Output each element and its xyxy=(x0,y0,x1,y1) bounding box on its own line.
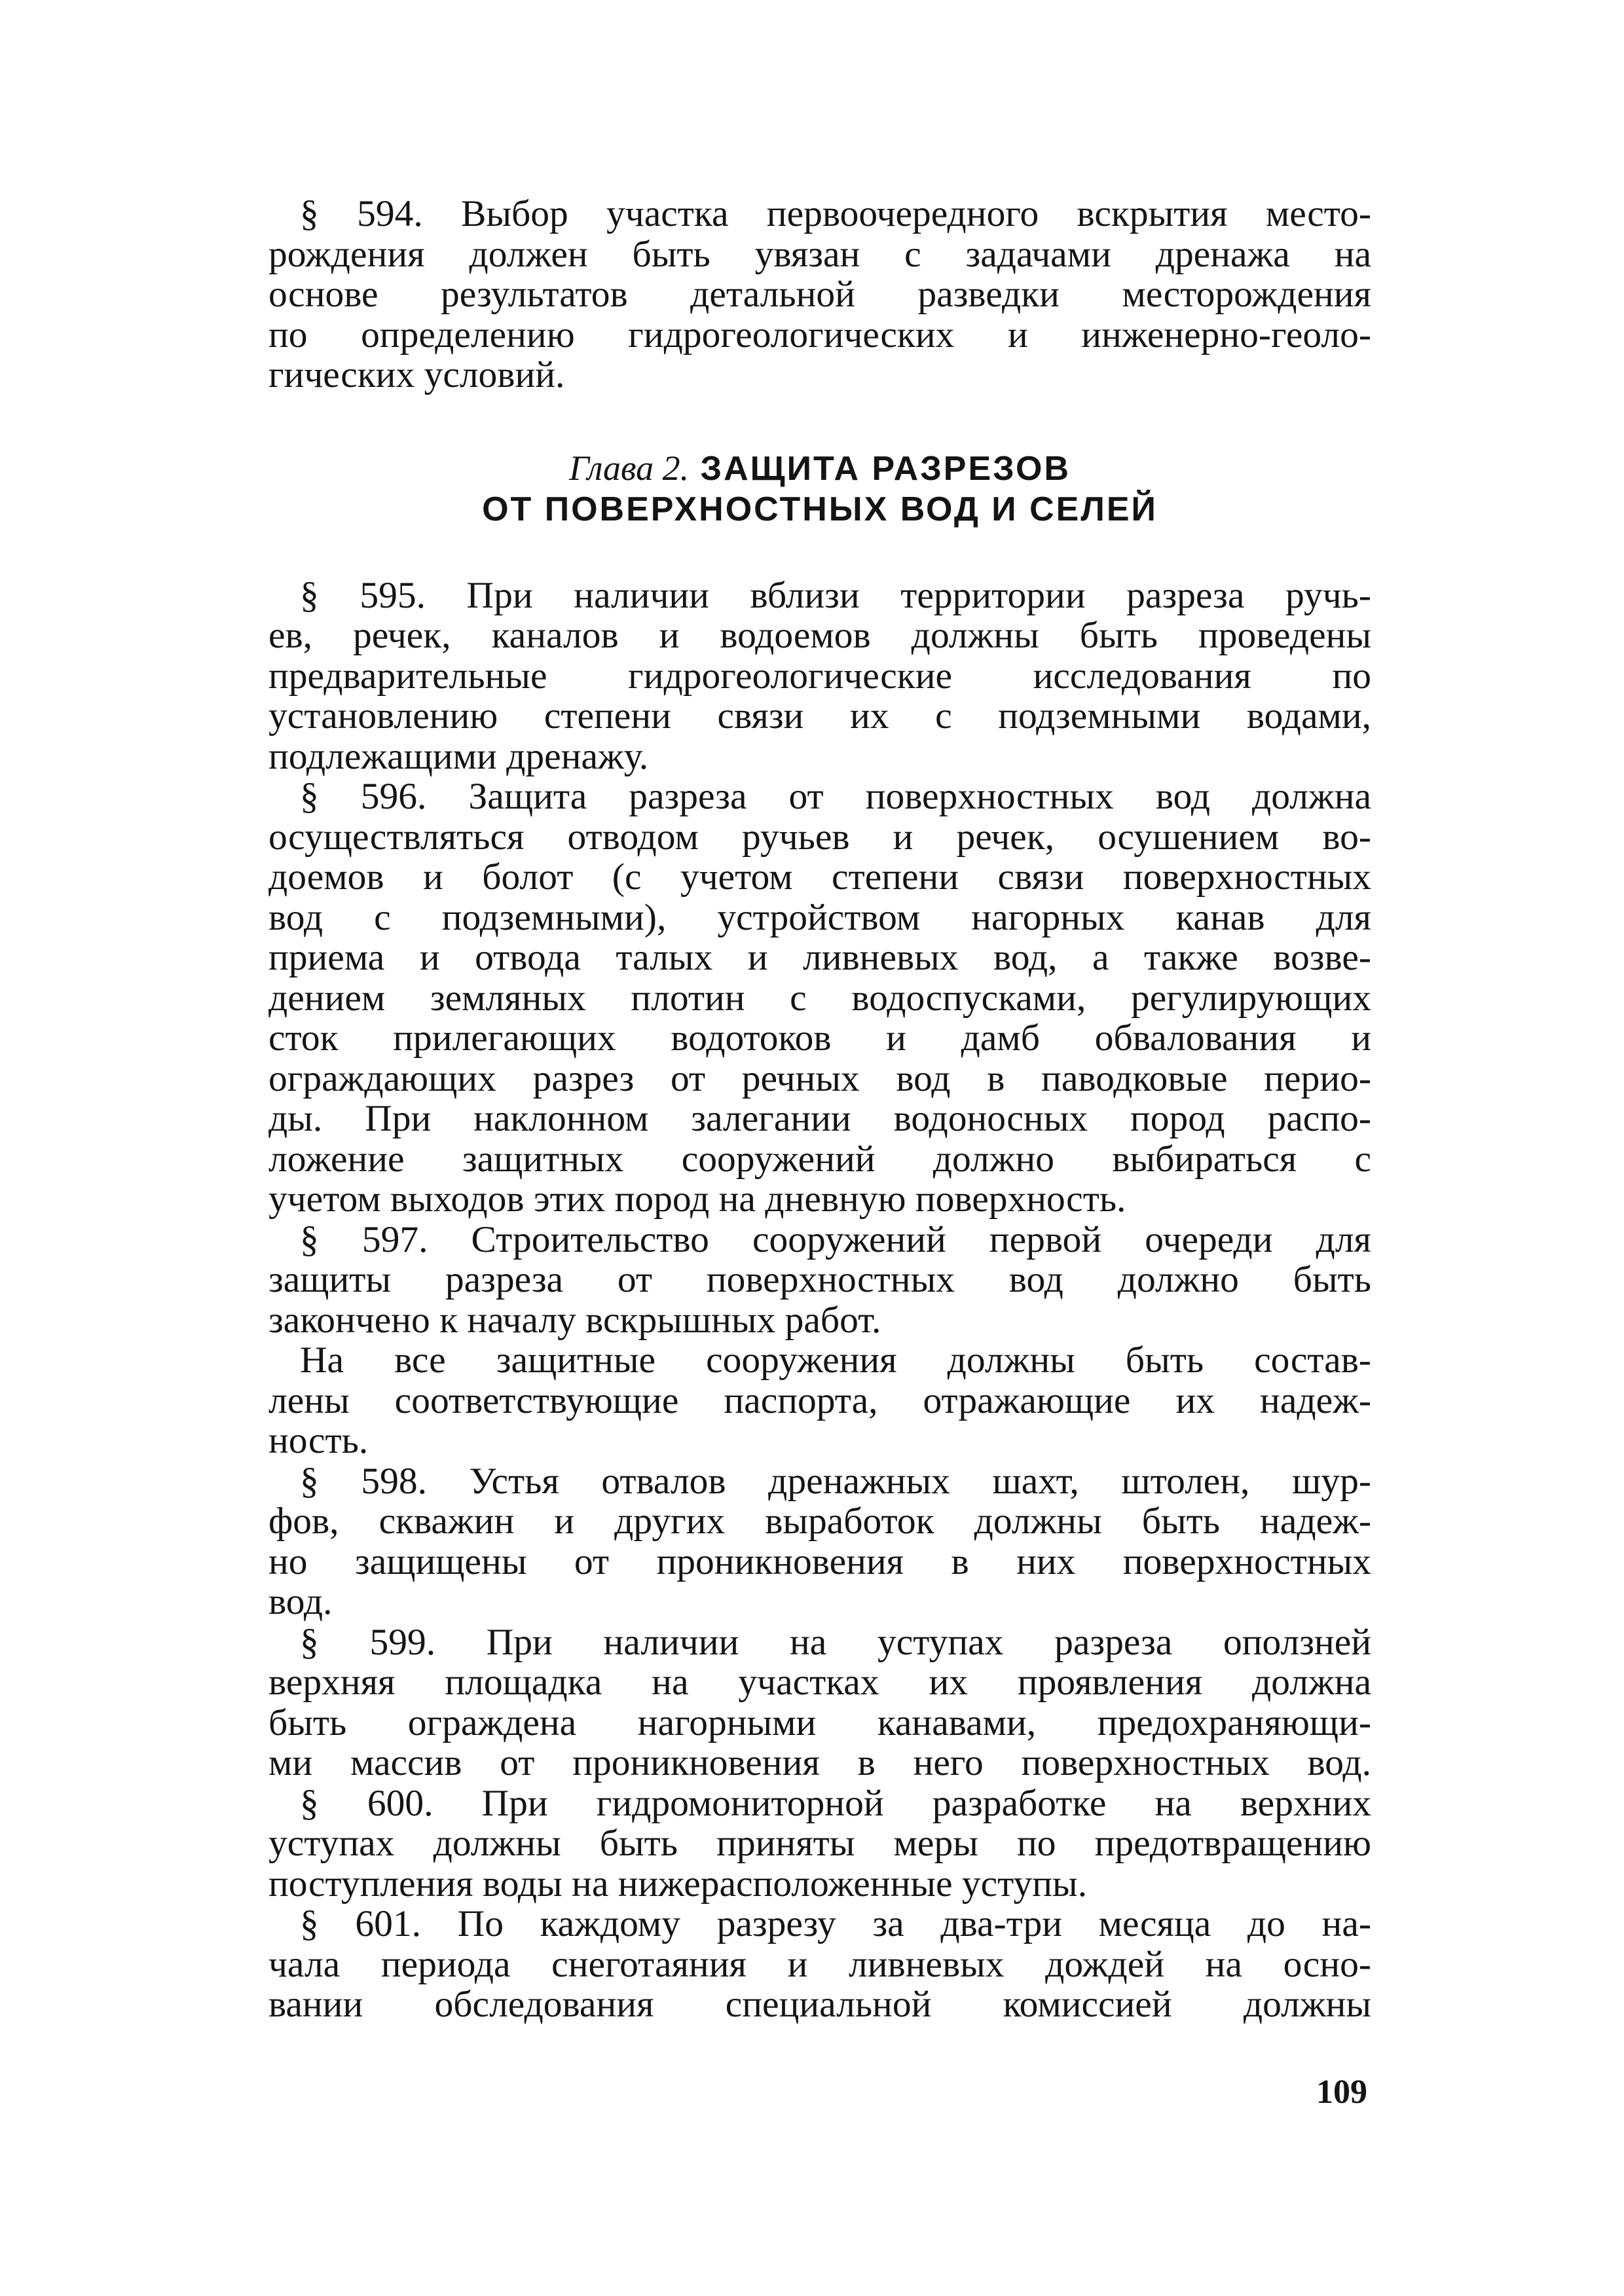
text-line: лены соответствующие паспорта, отражающие их надеж- xyxy=(268,1379,1371,1421)
text-line: закончено к началу вскрышных работ. xyxy=(268,1299,881,1341)
text-line: § 596. Защита разреза от поверхностных вод должна xyxy=(300,776,1371,817)
text-line: защиты разреза от поверхностных вод должно быть xyxy=(268,1259,1371,1300)
text-line: учетом выходов этих пород на дневную поверхность. xyxy=(268,1178,1126,1220)
paragraph-596 xyxy=(268,776,1371,1220)
text-line: ев, речек, каналов и водоемов должны быть проведены xyxy=(268,615,1371,656)
chapter-heading xyxy=(268,448,1371,530)
paragraph-594 xyxy=(268,194,1371,395)
text-line: чала периода снеготаяния и ливневых дождей на осно- xyxy=(268,1943,1371,1985)
paragraph-600 xyxy=(268,1783,1371,1904)
text-line: ность. xyxy=(268,1420,369,1461)
chapter-title-line-2: ОТ ПОВЕРХНОСТНЫХ ВОД И СЕЛЕЙ xyxy=(482,490,1158,528)
text-line: § 598. Устья отвалов дренажных шахт, штолен, шур- xyxy=(300,1460,1371,1502)
text-line: вании обследования специальной комиссией должны xyxy=(268,1984,1371,2025)
text-line: дением земляных плотин с водоспусками, регулирующих xyxy=(268,977,1371,1019)
text-line: но защищены от проникновения в них поверхностных xyxy=(268,1540,1371,1582)
text-line: § 601. По каждому разрезу за два-три месяца до на- xyxy=(300,1903,1371,1944)
text-line: подлежащими дренажу. xyxy=(268,735,649,777)
chapter-title-part-1: ЗАЩИТА РАЗРЕЗОВ xyxy=(700,449,1071,488)
text-line: сток прилегающих водотоков и дамб обвалования и xyxy=(268,1017,1371,1059)
text-column xyxy=(268,194,1371,2025)
text-line: установлению степени связи их с подземными водами, xyxy=(268,695,1371,737)
text-line: вод. xyxy=(268,1581,333,1622)
paragraph-595 xyxy=(268,575,1371,777)
chapter-title-line-1 xyxy=(268,448,1371,489)
text-line: На все защитные сооружения должны быть состав- xyxy=(300,1339,1371,1381)
paragraph-597 xyxy=(268,1220,1371,1341)
text-line: уступах должны быть приняты меры по предотвращению xyxy=(268,1823,1371,1864)
page-number: 109 xyxy=(1316,2073,1367,2111)
text-line: ограждающих разрез от речных вод в паводковые перио- xyxy=(268,1057,1371,1099)
text-line: вод с подземными), устройством нагорных канав для xyxy=(268,896,1371,938)
text-line: гических условий. xyxy=(268,354,565,395)
text-line: доемов и болот (с учетом степени связи поверхностных xyxy=(268,856,1371,898)
paragraph-599 xyxy=(268,1622,1371,1783)
text-line: § 599. При наличии на уступах разреза оползней xyxy=(300,1621,1371,1663)
text-line: верхняя площадка на участках их проявления должна xyxy=(268,1662,1371,1703)
text-line: осуществляться отводом ручьев и речек, осушением во- xyxy=(268,816,1371,858)
text-line: предварительные гидрогеологические исследования по xyxy=(268,655,1371,697)
paragraph-597-continued xyxy=(268,1340,1371,1461)
paragraph-601 xyxy=(268,1904,1371,2025)
text-line: § 597. Строительство сооружений первой очереди для xyxy=(300,1218,1371,1260)
chapter-label: Глава 2. xyxy=(568,448,690,488)
text-line: основе результатов детальной разведки месторождения xyxy=(268,274,1371,315)
text-line: ми массив от проникновения в него поверхностных вод. xyxy=(268,1742,1371,1783)
text-line: фов, скважин и других выработок должны быть надеж- xyxy=(268,1501,1371,1542)
text-line: § 595. При наличии вблизи территории разреза ручь- xyxy=(300,574,1371,616)
text-line: ложение защитных сооружений должно выбираться с xyxy=(268,1138,1371,1180)
text-line: быть ограждена нагорными канавами, предохраняющи- xyxy=(268,1702,1371,1743)
text-line: § 594. Выбор участка первоочередного вскрытия место- xyxy=(300,193,1371,234)
text-line: поступления воды на нижерасположенные уступы. xyxy=(268,1863,1088,1904)
text-line: рождения должен быть увязан с задачами дренажа на xyxy=(268,233,1371,275)
text-line: приема и отвода талых и ливневых вод, а также возве- xyxy=(268,937,1371,978)
text-line: по определению гидрогеологических и инженерно-геоло- xyxy=(268,314,1371,355)
text-line: ды. При наклонном залегании водоносных пород распо- xyxy=(268,1098,1371,1139)
text-line: § 600. При гидромониторной разработке на верхних xyxy=(300,1782,1371,1824)
paragraph-598 xyxy=(268,1461,1371,1622)
